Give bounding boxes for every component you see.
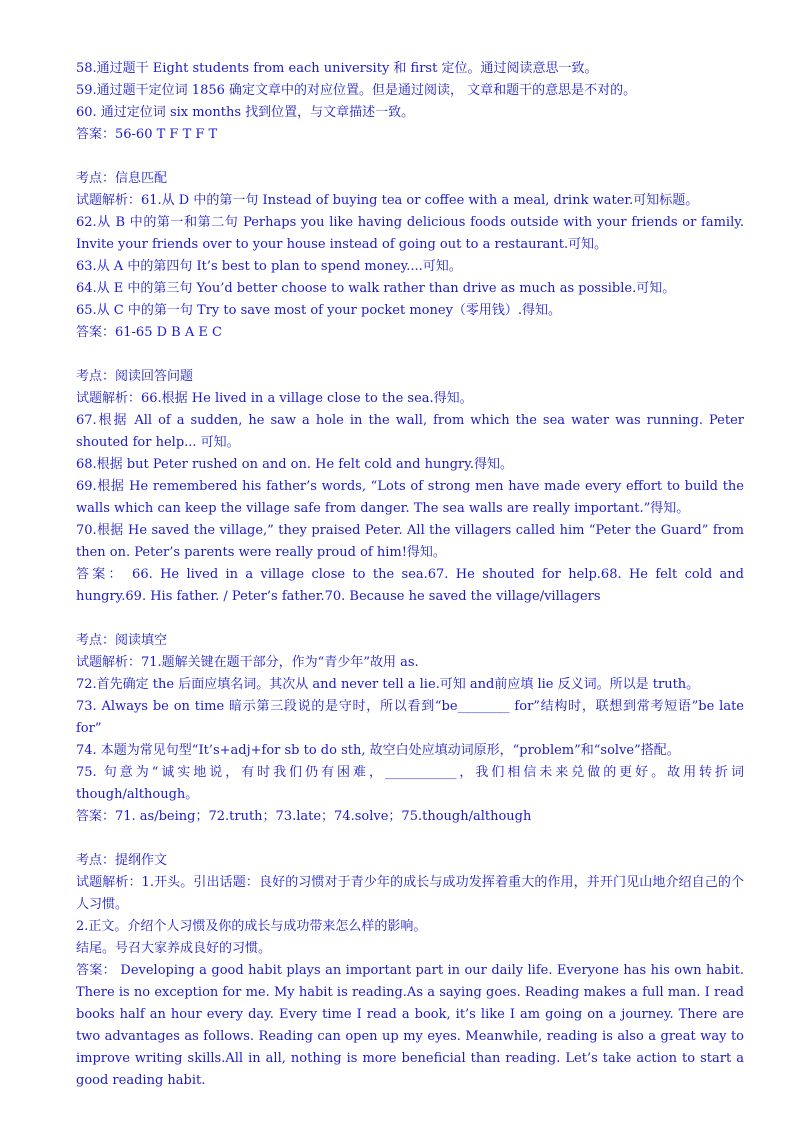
explanation-71: 试题解析：71.题解关键在题干部分，作为“青少年”故用 as. xyxy=(76,655,419,670)
answer-56-60: 答案：56-60 T F T F T xyxy=(76,127,218,142)
explanation-58: 58.通过题干 Eight students from each university 和 first 定位。通过阅读意思一致。 xyxy=(76,61,598,76)
explanation-61: 试题解析：61.从 D 中的第一句 Instead of buying tea or coffee with a meal, drink water.可知标题。 xyxy=(76,193,699,208)
explanation-75: 75. 句意为“诚实地说，有时我们仍有困难，___________，我们相信未来兑做的更好。故用转折词 though/although。 xyxy=(76,765,744,802)
explanation-59: 59.通过题干定位词 1856 确定文章中的对应位置。但是通过阅读， 文章和题干的意思是不对的。 xyxy=(76,83,637,98)
explanation-73: 73. Always be on time 暗示第三段说的是守时，所以看到“be________ for”结构时，联想到常考短语”be late for” xyxy=(76,699,744,736)
spacer xyxy=(76,828,744,850)
explanation-69: 69.根据 He remembered his father’s words, “Lots of strong men have made every effort to build the walls which can keep the village safe from danger. The sea walls are really important.”得知。 xyxy=(76,479,744,516)
explanation-70: 70.根据 He saved the village,” they praised Peter. All the villagers called him “Peter the Guard” from then on. Peter’s parents were really proud of him!得知。 xyxy=(76,523,744,560)
answer-66-70: 答案： 66. He lived in a village close to the sea.67. He shouted for help.68. He felt cold and hungry.69. His father. / Peter’s father.70. Because he saved the village/villagers xyxy=(76,567,744,604)
explanation-66: 试题解析：66.根据 He lived in a village close to the sea.得知。 xyxy=(76,391,473,406)
spacer xyxy=(76,608,744,630)
writing-explanation-3: 结尾。号召大家养成良好的习惯。 xyxy=(76,941,272,956)
section-heading: 考点：阅读回答问题 xyxy=(76,369,194,384)
explanation-63: 63.从 A 中的第四句 It’s best to plan to spend money....可知。 xyxy=(76,259,462,274)
section-heading: 考点：信息匹配 xyxy=(76,171,168,186)
reading-fill-section xyxy=(76,630,744,828)
explanation-74: 74. 本题为常见句型“It’s+adj+for sb to do sth, 故空白处应填动词原形，“problem”和“solve”搭配。 xyxy=(76,743,680,758)
spacer xyxy=(76,344,744,366)
explanation-72: 72.首先确定 the 后面应填名词。其次从 and never tell a lie.可知 and前应填 lie 反义词。所以是 truth。 xyxy=(76,677,700,692)
writing-answer: 答案： Developing a good habit plays an important part in our daily life. Everyone has his own habit. There is no exception for me. My habit is reading.As a saying goes. Reading makes a full man. I read books half an hour every day. Every time I read a book, it’s like I am going on a journey. There are two advantages as follows. Reading can open up my eyes. Meanwhile, reading is also a great way to improve writing skills.All in all, nothing is more beneficial than reading. Let’s take action to start a good reading habit. xyxy=(76,963,744,1088)
outline-writing-section xyxy=(76,850,744,1092)
writing-explanation-1: 试题解析：1.开头。引出话题：良好的习惯对于青少年的成长与成功发挥着重大的作用，并开门见山地介绍自己的个人习惯。 xyxy=(76,875,744,912)
explanation-60: 60. 通过定位词 six months 找到位置，与文章描述一致。 xyxy=(76,105,415,120)
writing-explanation-2: 2.正文。介绍个人习惯及你的成长与成功带来怎么样的影响。 xyxy=(76,919,427,934)
answer-61-65: 答案：61-65 D B A E C xyxy=(76,325,222,340)
explanation-64: 64.从 E 中的第三句 You’d better choose to walk rather than drive as much as possible.可知。 xyxy=(76,281,676,296)
explanation-65: 65.从 C 中的第一句 Try to save most of your pocket money（零用钱）.得知。 xyxy=(76,303,562,318)
answer-71-75: 答案：71. as/being；72.truth；73.late；74.solve；75.though/although xyxy=(76,809,532,824)
explanation-62: 62.从 B 中的第一和第二句 Perhaps you like having delicious foods outside with your friends or family. Invite your friends over to your house instead of going out to a restaurant.可知。 xyxy=(76,215,744,252)
section-heading: 考点：提纲作文 xyxy=(76,853,168,868)
explanation-68: 68.根据 but Peter rushed on and on. He felt cold and hungry.得知。 xyxy=(76,457,514,472)
answers-56-60-section xyxy=(76,58,744,146)
information-matching-section xyxy=(76,168,744,344)
section-heading: 考点：阅读填空 xyxy=(76,633,168,648)
explanation-67: 67.根据 All of a sudden, he saw a hole in the wall, from which the sea water was running. Peter shouted for help... 可知。 xyxy=(76,413,744,450)
reading-questions-section xyxy=(76,366,744,608)
spacer xyxy=(76,146,744,168)
